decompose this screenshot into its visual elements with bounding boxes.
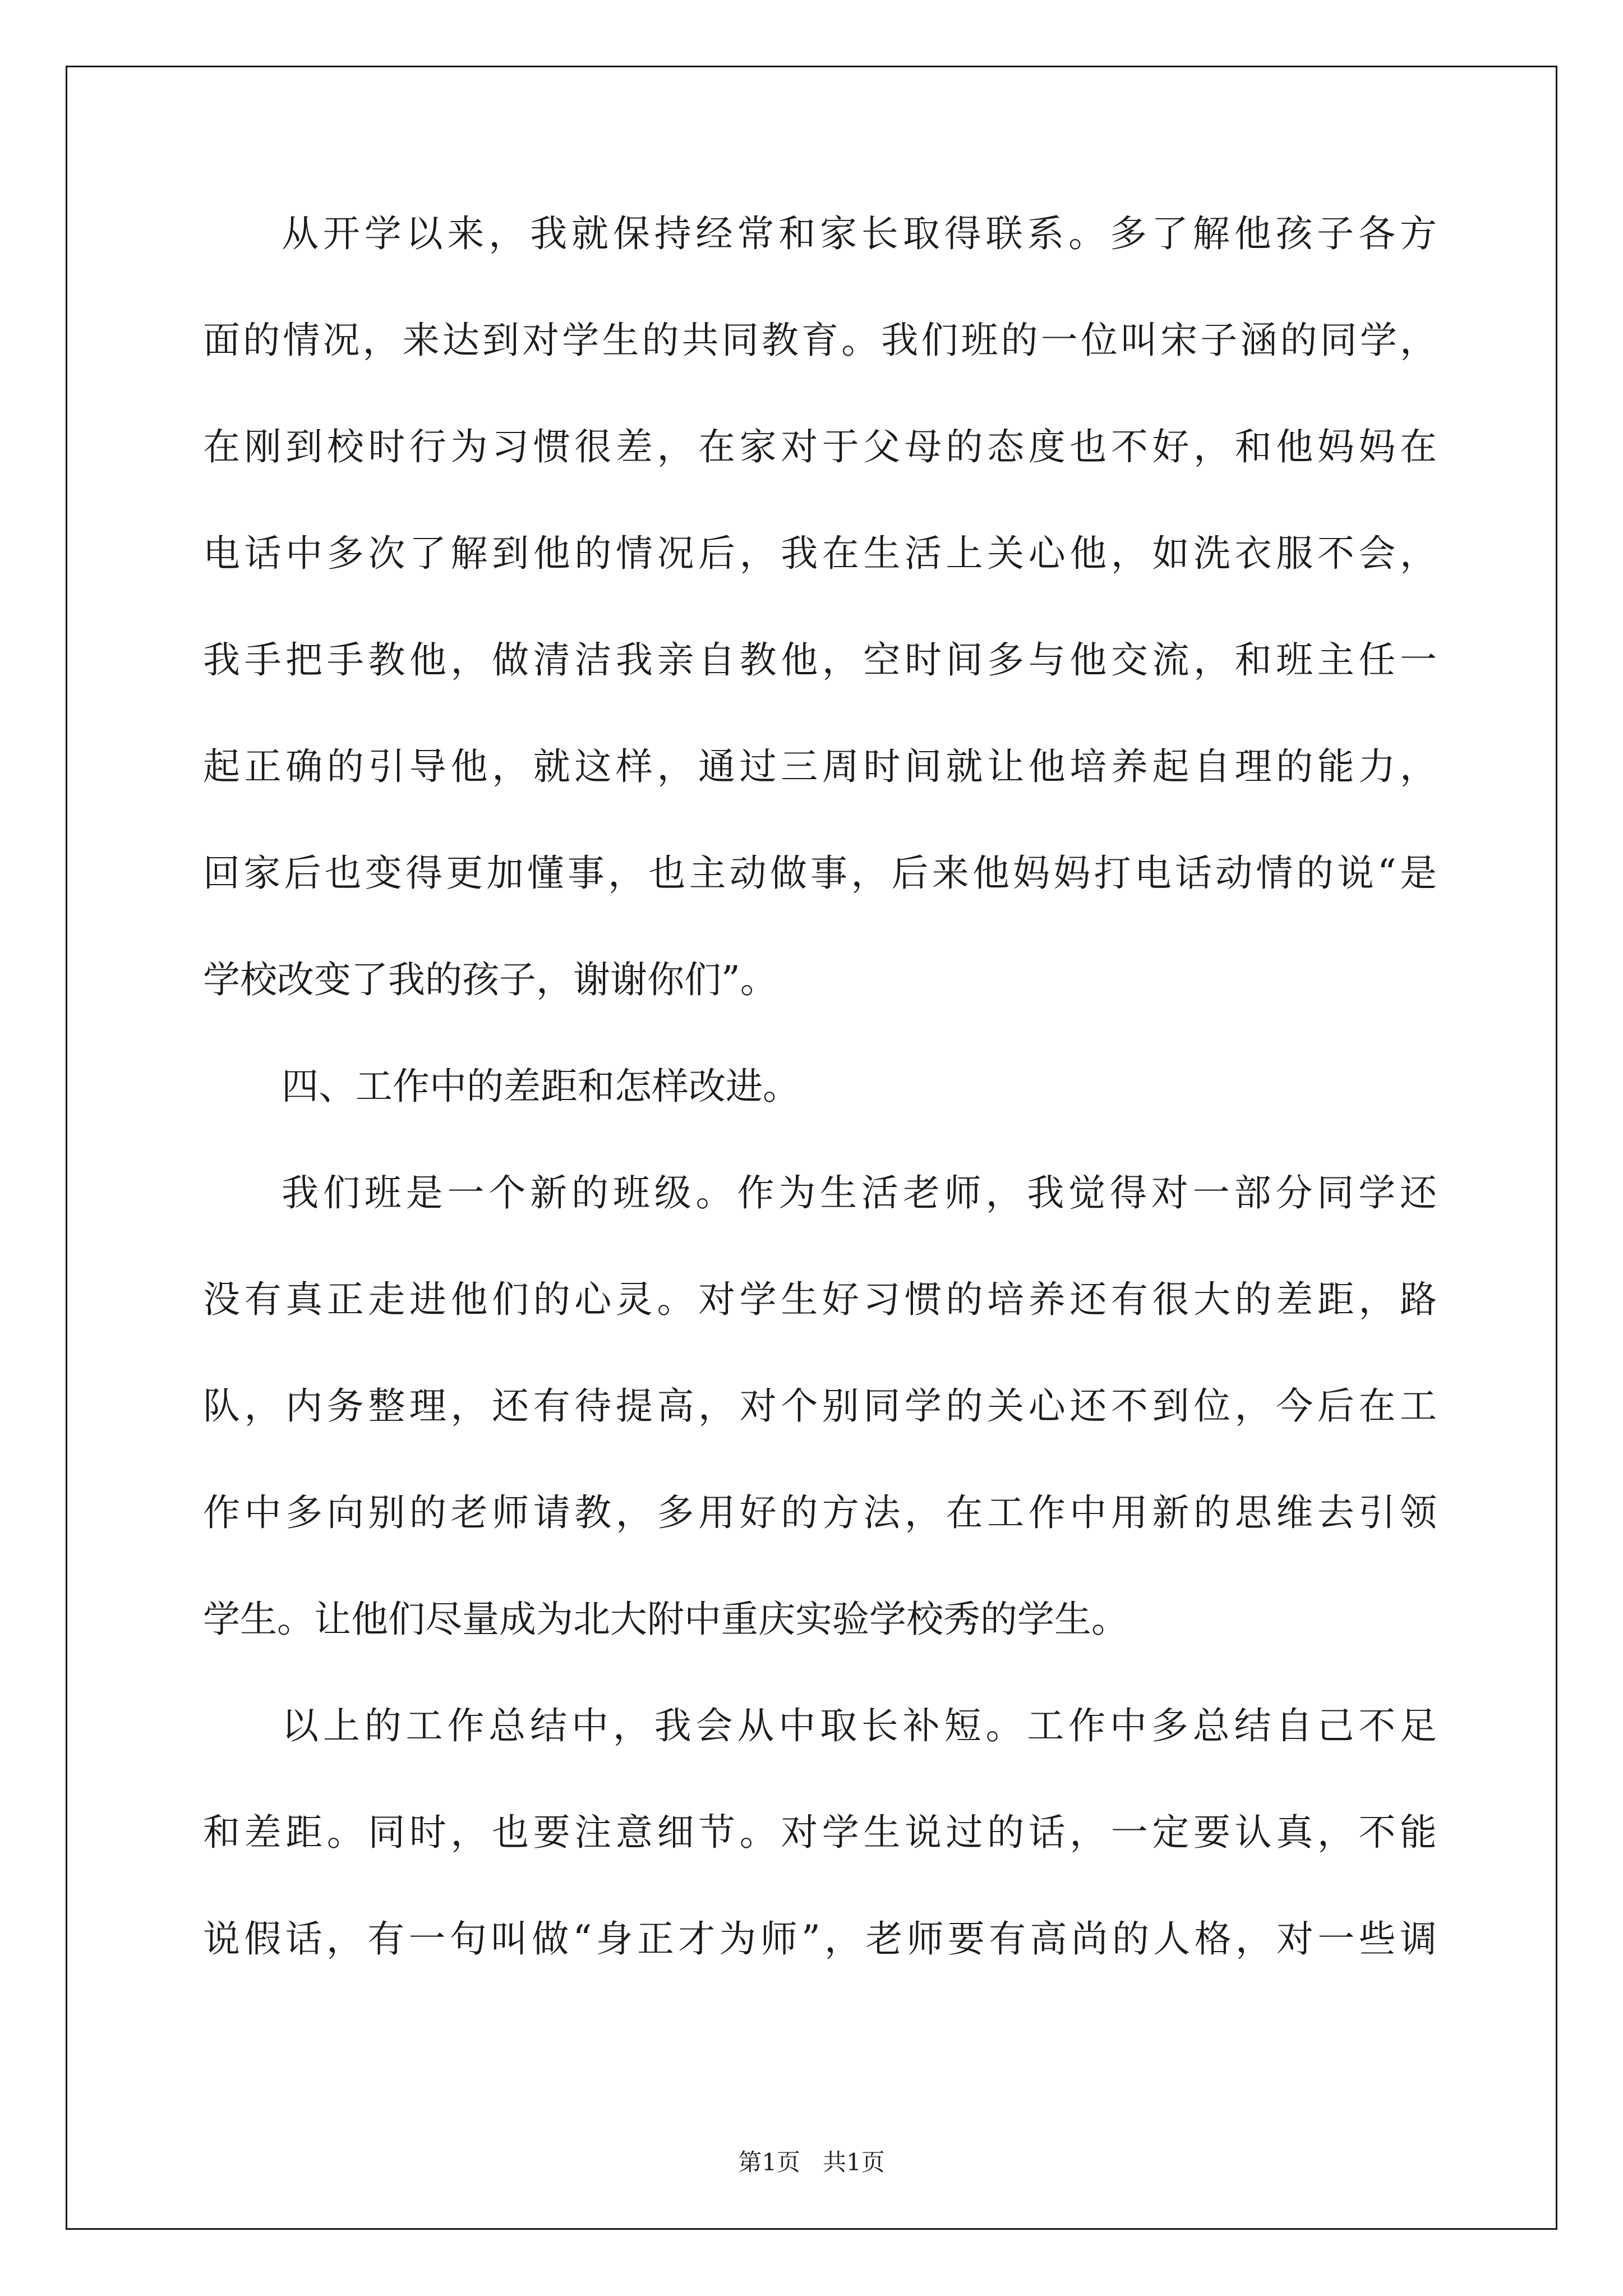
paragraph-1-line-3: 在刚到校时行为习惯很差，在家对于父母的态度也不好，和他妈妈在: [203, 425, 1437, 468]
paragraph-2-line-4: 作中多向别的老师请教，多用好的方法，在工作中用新的思维去引领: [203, 1491, 1437, 1534]
paragraph-1-line-8: 学校改变了我的孩子，谢谢你们”。: [203, 958, 777, 1001]
paragraph-2-line-1: 我们班是一个新的班级。作为生活老师，我觉得对一部分同学还: [282, 1171, 1437, 1214]
document-body: [203, 209, 1437, 2021]
page-number-footer: 第1页 共1页: [738, 2148, 885, 2176]
paragraph-1-line-7: 回家后也变得更加懂事，也主动做事，后来他妈妈打电话动情的说“是: [203, 852, 1437, 895]
paragraph-2-line-3: 队，内务整理，还有待提高，对个别同学的关心还不到位，今后在工: [203, 1384, 1437, 1428]
paragraph-1-line-6: 起正确的引导他，就这样，通过三周时间就让他培养起自理的能力，: [203, 745, 1437, 788]
paragraph-3-line-2: 和差距。同时，也要注意细节。对学生说过的话，一定要认真，不能: [203, 1811, 1437, 1854]
paragraph-3-line-1: 以上的工作总结中，我会从中取长补短。工作中多总结自己不足: [282, 1704, 1437, 1747]
paragraph-1-line-4: 电话中多次了解到他的情况后，我在生活上关心他，如洗衣服不会，: [203, 532, 1437, 575]
paragraph-1-line-5: 我手把手教他，做清洁我亲自教他，空时间多与他交流，和班主任一: [203, 638, 1437, 682]
paragraph-2-line-5: 学生。让他们尽量成为北大附中重庆实验学校秀的学生。: [203, 1598, 1128, 1641]
section-heading: 四、工作中的差距和怎样改进。: [282, 1065, 800, 1108]
paragraph-1-line-2: 面的情况，来达到对学生的共同教育。我们班的一位叫宋子涵的同学，: [203, 319, 1437, 362]
paragraph-3-line-3: 说假话，有一句叫做“身正才为师”，老师要有高尚的人格，对一些调: [203, 1917, 1437, 1961]
paragraph-1-line-1: 从开学以来，我就保持经常和家长取得联系。多了解他孩子各方: [282, 212, 1437, 255]
paragraph-2-line-2: 没有真正走进他们的心灵。对学生好习惯的培养还有很大的差距，路: [203, 1278, 1437, 1321]
